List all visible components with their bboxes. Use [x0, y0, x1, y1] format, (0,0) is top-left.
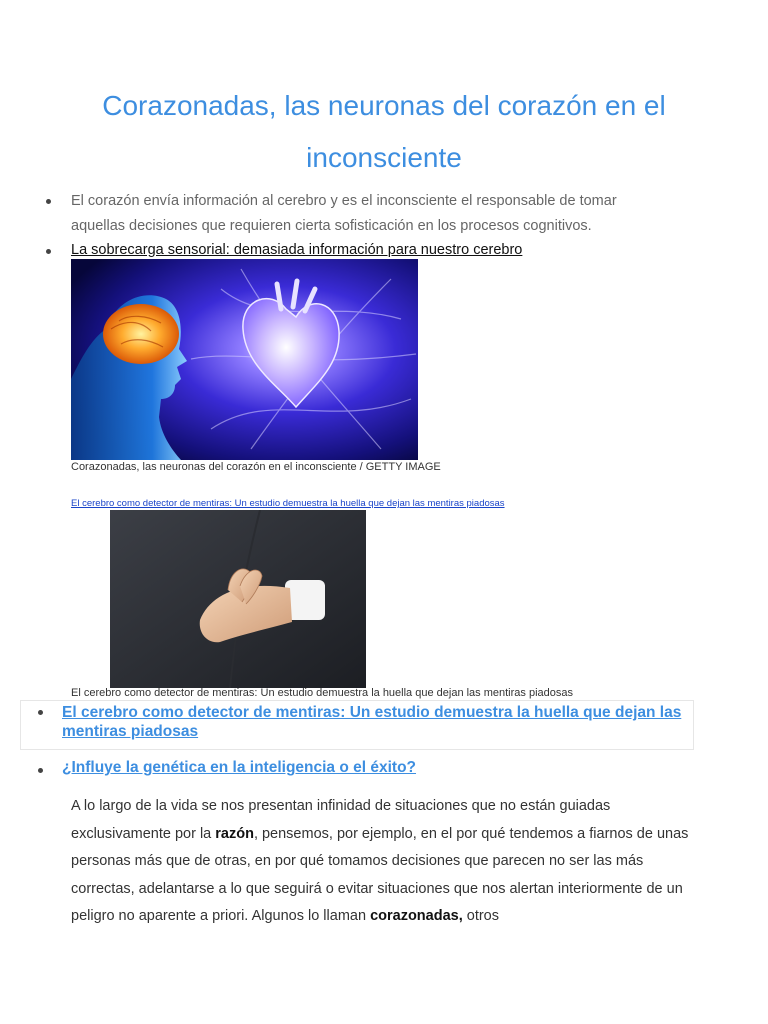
related-link-small[interactable]: El cerebro como detector de mentiras: Un estudio demuestra la huella que dejan las mentiras piadosas: [71, 498, 505, 509]
article-title: Corazonadas, las neuronas del corazón en el inconsciente: [102, 90, 666, 173]
paragraph-text: otros: [462, 908, 499, 924]
bold-term-corazonadas: corazonadas,: [370, 908, 463, 924]
image-caption-2: El cerebro como detector de mentiras: Un estudio demuestra la huella que dejan las mentiras piadosas: [71, 687, 573, 699]
summary-bullet-1: El corazón envía información al cerebro y es el inconsciente el responsable de tomar aquellas decisiones que requieren cierta sofisticación en los procesos cognitivos.: [71, 193, 617, 234]
crossed-fingers-image: [110, 510, 366, 688]
related-link-lie-detector[interactable]: El cerebro como detector de mentiras: Un estudio demuestra la huella que dejan las mentiras piadosas: [62, 704, 682, 740]
paragraph-text: A lo largo de la vida se nos presentan infinidad de situaciones que no están guiadas exclusivamente por la: [71, 798, 611, 842]
related-link-genetics[interactable]: ¿Influye la genética en la inteligencia o el éxito?: [62, 759, 417, 776]
bullet-dot: [46, 199, 51, 204]
heart-brain-image: [71, 259, 418, 460]
bullet-dot: [46, 249, 51, 254]
bullet-dot: [38, 710, 43, 715]
bullet-dot: [38, 768, 43, 773]
bold-term-razon: razón: [215, 825, 254, 842]
summary-bullet-2-link[interactable]: La sobrecarga sensorial: demasiada información para nuestro cerebro: [71, 242, 523, 258]
image-caption-1: Corazonadas, las neuronas del corazón en el inconsciente / GETTY IMAGE: [71, 461, 441, 473]
body-paragraph: [71, 793, 691, 931]
paragraph-text: , pensemos, por ejemplo, en el por qué tendemos a fiarnos de unas personas más que de otras, en por qué tomamos decisiones que parecen no ser las más correctas, adelantarse a lo que seguirá o evitar situaciones que nos alertan interiormente de un peligro no aparente a priori. Algunos lo llaman: [71, 825, 689, 924]
